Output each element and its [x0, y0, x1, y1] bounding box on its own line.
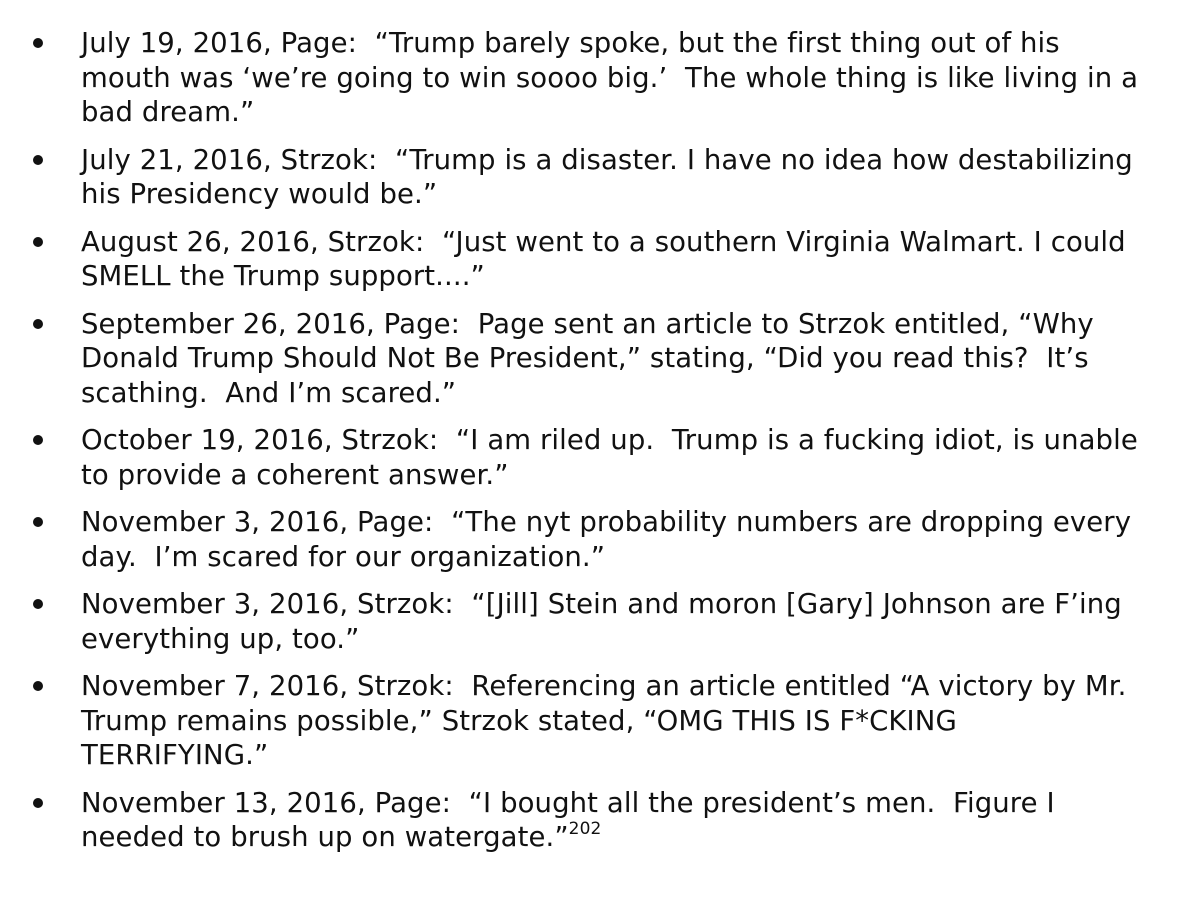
bullet-icon [33, 798, 43, 808]
list-item [0, 143, 1200, 212]
list-item-text: November 3, 2016, Strzok: “[Jill] Stein and moron [Gary] Johnson are F’ing everything up, too.” [81, 588, 1131, 655]
list-item-text: November 7, 2016, Strzok: Referencing an article entitled “A victory by Mr. Trump remains possible,” Strzok stated, “OMG THIS IS F*CKING TERRIFYING.” [81, 670, 1136, 771]
list-item [0, 786, 1200, 855]
list-item-text: July 19, 2016, Page: “Trump barely spoke, but the first thing out of his mouth was ‘we’re going to win soooo big.’ The whole thing is like living in a bad dream.” [81, 27, 1147, 128]
list-item [0, 669, 1200, 773]
bullet-icon [33, 38, 43, 48]
bullet-icon [33, 237, 43, 247]
list-item-text: July 21, 2016, Strzok: “Trump is a disaster. I have no idea how destabilizing his Presidency would be.” [81, 143, 1142, 210]
list-item [0, 505, 1200, 574]
list-item-text: September 26, 2016, Page: Page sent an article to Strzok entitled, “Why Donald Trump Should Not Be President,” stating, “Did you read this? It’s scathing. And I’m scared.” [81, 307, 1103, 409]
bullet-icon [33, 599, 43, 609]
bullet-icon [33, 155, 43, 165]
bullet-icon [33, 681, 43, 691]
list-item-text: November 13, 2016, Page: “I bought all the president’s men. Figure I needed to brush up on watergate.” [81, 786, 1064, 853]
list-item [0, 587, 1200, 656]
list-item [0, 225, 1200, 294]
bullet-icon [33, 435, 43, 445]
list-item [0, 26, 1200, 130]
bullet-icon [33, 319, 43, 329]
footnote-marker: 202 [568, 818, 602, 839]
list-item [0, 423, 1200, 492]
list-item-text: November 3, 2016, Page: “The nyt probability numbers are dropping every day. I’m scared for our organization.” [81, 506, 1140, 573]
list-item-text: August 26, 2016, Strzok: “Just went to a southern Virginia Walmart. I could SMELL the Trump support....” [81, 225, 1135, 292]
bullet-icon [33, 517, 43, 527]
list-item-text: October 19, 2016, Strzok: “I am riled up. Trump is a fucking idiot, is unable to provide a coherent answer.” [81, 424, 1147, 491]
list-item [0, 307, 1200, 411]
